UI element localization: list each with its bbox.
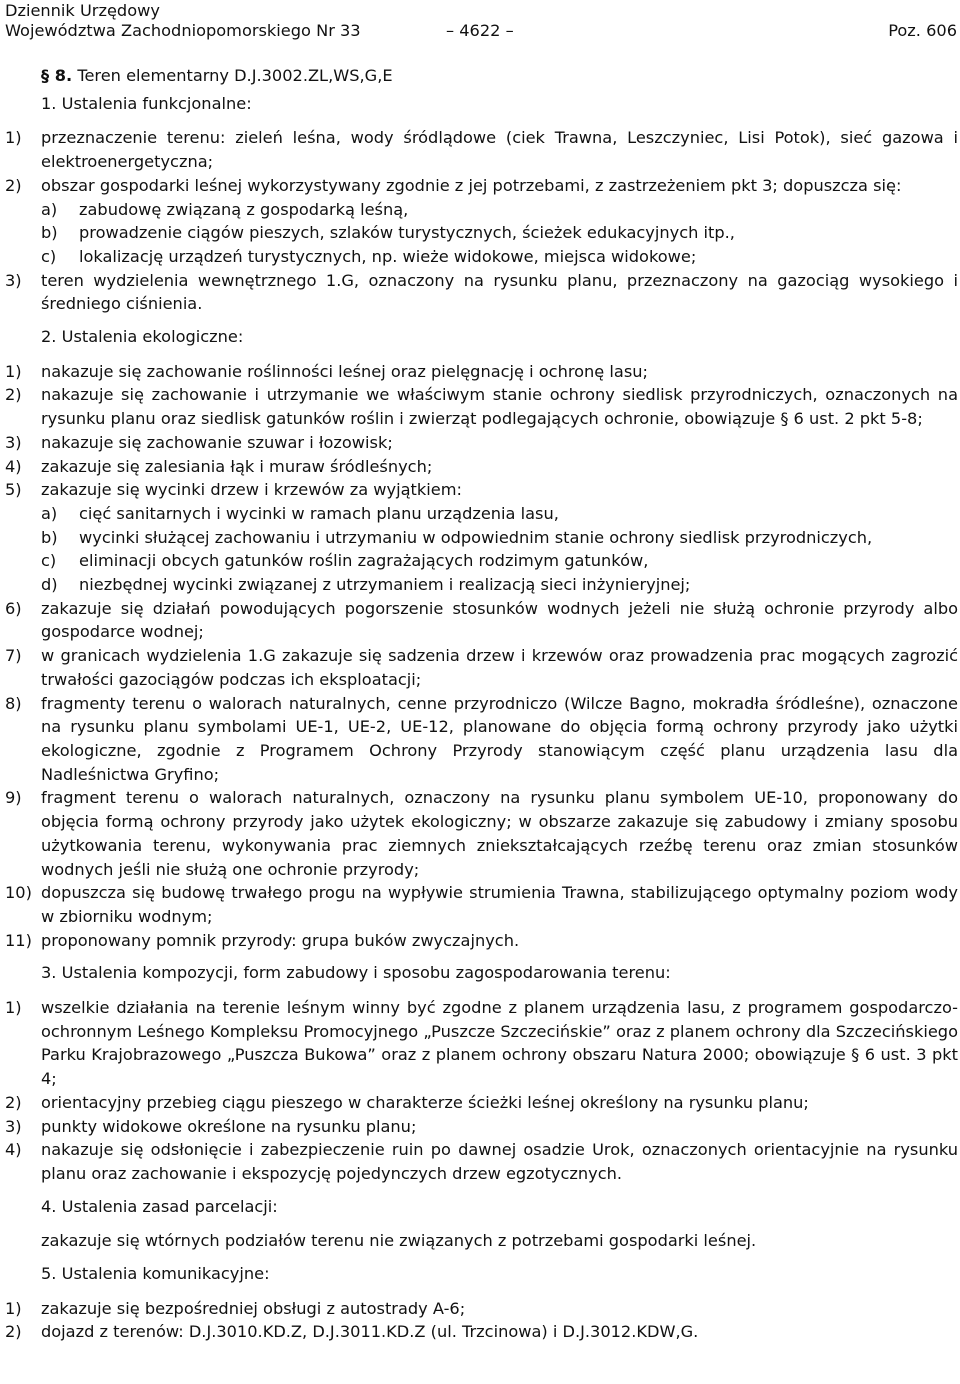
functional-list xyxy=(5,126,958,316)
item-number: 1) xyxy=(5,128,22,148)
list-item xyxy=(5,692,958,787)
item-text: dojazd z terenów: D.J.3010.KD.Z, D.J.3011.KD.Z (ul. Trzcinowa) i D.J.3012.KDW,G. xyxy=(41,1322,699,1342)
list-item xyxy=(5,786,958,881)
list-item xyxy=(5,996,958,1091)
item-number: 10) xyxy=(5,883,32,903)
list-item xyxy=(5,1138,958,1185)
item-text: nakazuje się zachowanie roślinności leśnej oraz pielęgnację i ochronę lasu; xyxy=(41,361,648,381)
list-item xyxy=(5,383,958,430)
ecological-title: 2. Ustalenia ekologiczne: xyxy=(41,327,244,347)
item-number: 3) xyxy=(5,432,22,452)
section-heading xyxy=(5,64,958,88)
item-number: 11) xyxy=(5,930,32,950)
item-number: 4) xyxy=(5,1140,22,1160)
sub-item-letter: b) xyxy=(41,527,58,547)
item-text: teren wydzielenia wewnętrznego 1.G, oznaczony na rysunku planu, przeznaczony na gazociąg wysokiego i średniego ciśnienia. xyxy=(41,270,958,314)
functional-title: 1. Ustalenia funkcjonalne: xyxy=(41,93,252,113)
sub-item-letter: c) xyxy=(41,246,57,266)
item-number: 2) xyxy=(5,1322,22,1342)
section-title: Teren elementarny D.J.3002.ZL,WS,G,E xyxy=(77,66,393,85)
journal-name-line2 xyxy=(5,21,957,41)
item-text: nakazuje się zachowanie i utrzymanie we właściwym stanie ochrony siedlisk przyrodniczych, oznaczonych na rysunku planu oraz siedlisk gatunków roślin i zwierząt podlegających ochronie, obowiązuje § 6 ust. 2 pkt 5-8; xyxy=(41,385,958,429)
item-number: 2) xyxy=(5,385,22,405)
list-item xyxy=(5,478,958,597)
sub-item xyxy=(41,549,958,573)
parcel-title: 4. Ustalenia zasad parcelacji: xyxy=(41,1196,278,1216)
section-symbol: § 8. xyxy=(41,66,73,85)
composition-list xyxy=(5,996,958,1186)
journal-title: Dziennik Urzędowy xyxy=(5,1,160,20)
sub-item xyxy=(41,502,958,526)
list-item xyxy=(5,1091,958,1115)
item-text: fragmenty terenu o walorach naturalnych, cenne przyrodniczo (Wilcze Bagno, mokradła śródleśne), oznaczone na rysunku planu symbolami UE-1, UE-2, UE-12, planowane do objęcia formą ochrony przyrody jako użytki ekologiczne, zgodnie z Programem Ochrony Przyrody stanowiącym część planu urządzenia lasu dla Nadleśnictwa Gryfino; xyxy=(41,693,958,784)
item-text: proponowany pomnik przyrody: grupa buków zwyczajnych. xyxy=(41,930,520,950)
item-text: zakazuje się bezpośredniej obsługi z autostrady A-6; xyxy=(41,1298,466,1318)
sub-item-letter: d) xyxy=(41,575,58,595)
list-item xyxy=(5,881,958,928)
item-text: zakazuje się działań powodujących pogorszenie stosunków wodnych jeżeli nie służą ochronie przyrody albo gospodarce wodnej; xyxy=(41,598,958,642)
transport-title: 5. Ustalenia komunikacyjne: xyxy=(41,1264,270,1284)
item-number: 3) xyxy=(5,1116,22,1136)
item-text: orientacyjny przebieg ciągu pieszego w charakterze ścieżki leśnej określony na rysunku planu; xyxy=(41,1092,809,1112)
sub-item xyxy=(41,526,958,550)
item-text: fragment terenu o walorach naturalnych, oznaczony na rysunku planu symbolem UE-10, proponowany do objęcia formą ochrony przyrody jako użytek ekologiczny; w obszarze zakazuje się zabudowy i zmiany sposobu użytkowania terenu, wykonywania prac ziemnych zniekształcających rzeźbę terenu oraz zmian stosunków wodnych jeśli nie służą one ochronie przyrody; xyxy=(41,788,958,879)
item-text: obszar gospodarki leśnej wykorzystywany zgodnie z jej potrzebami, z zastrzeżeniem pkt 3; dopuszcza się: xyxy=(41,175,902,195)
list-item xyxy=(5,174,958,269)
sub-item xyxy=(41,245,958,269)
item-number: 9) xyxy=(5,788,22,808)
sub-item xyxy=(41,221,958,245)
list-item xyxy=(5,126,958,173)
item-text: dopuszcza się budowę trwałego progu na wypływie strumienia Trawna, stabilizującego optymalny poziom wody w zbiorniku wodnym; xyxy=(41,883,958,926)
journal-name-line1 xyxy=(5,1,957,21)
item-text: punkty widokowe określone na rysunku planu; xyxy=(41,1116,417,1136)
item-text: nakazuje się odsłonięcie i zabezpieczenie ruin po dawnej osadzie Urok, oznaczonych orientacyjnie na rysunku planu oraz zachowanie i ekspozycję pojedynczych drzew egzotycznych. xyxy=(41,1140,958,1183)
item-text: przeznaczenie terenu: zieleń leśna, wody śródlądowe (ciek Trawna, Leszczyniec, Lisi Potok), sieć gazowa i elektroenergetyczna; xyxy=(41,128,958,172)
sub-item xyxy=(41,198,958,222)
item-text: zakazuje się zalesiania łąk i muraw śródleśnych; xyxy=(41,456,433,476)
list-item xyxy=(5,644,958,691)
item-number: 1) xyxy=(5,1298,22,1318)
list-item xyxy=(5,1115,958,1139)
list-item xyxy=(5,431,958,455)
item-text: nakazuje się zachowanie szuwar i łozowisk; xyxy=(41,432,393,452)
sub-item-letter: a) xyxy=(41,199,58,219)
composition-title: 3. Ustalenia kompozycji, form zabudowy i sposobu zagospodarowania terenu: xyxy=(41,963,671,983)
page-header xyxy=(5,1,957,41)
list-item xyxy=(5,269,958,316)
item-text: zakazuje się wycinki drzew i krzewów za wyjątkiem: xyxy=(41,480,462,500)
item-number: 2) xyxy=(5,1092,22,1112)
sub-item xyxy=(41,573,958,597)
parcel-text: zakazuje się wtórnych podziałów terenu nie związanych z potrzebami gospodarki leśnej. xyxy=(41,1231,757,1251)
item-number: 7) xyxy=(5,646,22,666)
sub-item-text: zabudowę związaną z gospodarką leśną, xyxy=(79,199,409,219)
ecological-list xyxy=(5,360,958,953)
sub-item-text: cięć sanitarnych i wycinki w ramach planu urządzenia lasu, xyxy=(79,503,559,523)
item-text: wszelkie działania na terenie leśnym winny być zgodne z planem urządzenia lasu, z programem gospodarczo-ochronnym Leśnego Kompleksu Promocyjnego „Puszcze Szczecińskie” oraz z planem ochrony dla Szczecińskiego Parku Krajobrazowego „Puszcza Bukowa” oraz z planem ochrony obszaru Natura 2000; obowiązuje § 6 ust. 3 pkt 4; xyxy=(41,998,958,1089)
list-item xyxy=(5,455,958,479)
sub-item-text: wycinki służącej zachowaniu i utrzymaniu w odpowiednim stanie ochrony siedlisk przyrodniczych, xyxy=(79,527,873,547)
list-item xyxy=(5,929,958,953)
sub-item-text: eliminacji obcych gatunków roślin zagrażających rodzimym gatunków, xyxy=(79,551,649,571)
sub-item-letter: c) xyxy=(41,551,57,571)
item-number: 1) xyxy=(5,998,22,1018)
journal-region: Województwa Zachodniopomorskiego Nr 33 xyxy=(5,21,361,40)
list-item xyxy=(5,597,958,644)
item-number: 4) xyxy=(5,456,22,476)
document-body xyxy=(5,64,958,1344)
sub-item-text: niezbędnej wycinki związanej z utrzymaniem i realizacją sieci inżynieryjnej; xyxy=(79,575,691,595)
item-number: 3) xyxy=(5,270,22,290)
sub-item-text: lokalizację urządzeń turystycznych, np. wieże widokowe, miejsca widokowe; xyxy=(79,246,697,266)
sub-item-text: prowadzenie ciągów pieszych, szlaków turystycznych, ścieżek edukacyjnych itp., xyxy=(79,223,735,243)
position-number: Poz. 606 xyxy=(888,21,957,40)
item-number: 6) xyxy=(5,598,22,618)
transport-list xyxy=(5,1297,958,1344)
item-text: w granicach wydzielenia 1.G zakazuje się sadzenia drzew i krzewów oraz prowadzenia prac mogących zagrozić trwałości gazociągów podczas ich eksploatacji; xyxy=(41,646,958,689)
sub-item-letter: a) xyxy=(41,503,58,523)
list-item xyxy=(5,1297,958,1321)
item-number: 8) xyxy=(5,693,22,713)
item-number: 5) xyxy=(5,480,22,500)
sub-item-letter: b) xyxy=(41,223,58,243)
list-item xyxy=(5,1320,958,1344)
item-number: 1) xyxy=(5,361,22,381)
item-number: 2) xyxy=(5,175,22,195)
list-item xyxy=(5,360,958,384)
page-number: – 4622 – xyxy=(446,21,514,40)
